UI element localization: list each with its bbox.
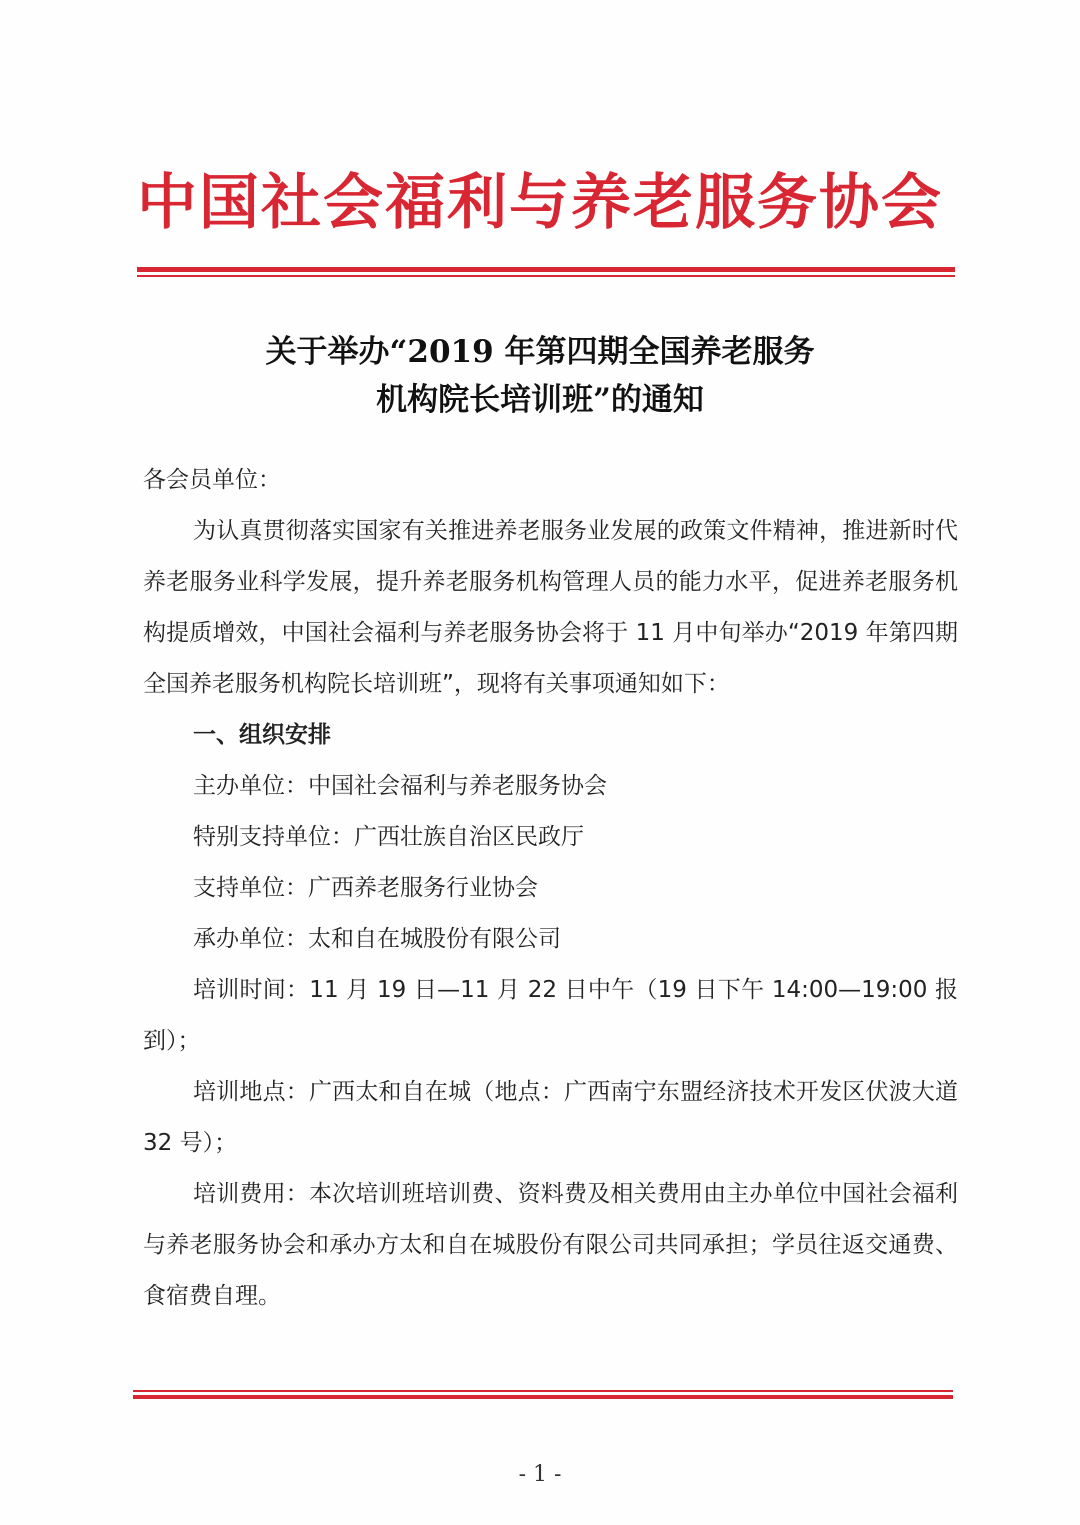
organization-header: 中国社会福利与养老服务协会 <box>137 168 943 238</box>
item-special-support: 特别支持单位：广西壮族自治区民政厅 <box>193 824 584 850</box>
section-heading: 一、组织安排 <box>193 722 331 748</box>
item-organizer: 主办单位：中国社会福利与养老服务协会 <box>193 773 607 799</box>
footer-red-rule <box>133 1390 953 1400</box>
page-number: - 1 - <box>518 1462 562 1487</box>
item-training-location: 培训地点：广西太和自在城（地点：广西南宁东盟经济技术开发区伏波大道 32 号）； <box>143 1079 958 1156</box>
intro-paragraph: 为认真贯彻落实国家有关推进养老服务业发展的政策文件精神，推进新时代养老服务业科学发展，提升养老服务机构管理人员的能力水平，促进养老服务机构提质增效，中国社会福利与养老服务协会将于 11 月中旬举办“2019 年第四期全国养老服务机构院长培训班”，现将有关事项通知如下： <box>143 518 958 697</box>
item-training-fees: 培训费用：本次培训班培训费、资料费及相关费用由主办单位中国社会福利与养老服务协会和承办方太和自在城股份有限公司共同承担；学员往返交通费、食宿费自理。 <box>143 1181 958 1309</box>
notice-body <box>143 455 958 1322</box>
item-support: 支持单位：广西养老服务行业协会 <box>193 875 538 901</box>
footer-rule-thick <box>133 1395 953 1399</box>
footer-rule-thin <box>133 1390 953 1392</box>
header-red-rule <box>137 267 955 278</box>
notice-title-line-2: 机构院长培训班”的通知 <box>376 382 704 418</box>
salutation: 各会员单位： <box>143 467 281 493</box>
item-training-time: 培训时间：11 月 19 日—11 月 22 日中午（19 日下午 14:00—19:00 报到）； <box>143 977 958 1054</box>
header-rule-thin <box>137 275 955 277</box>
notice-title-line-1: 关于举办“2019 年第四期全国养老服务 <box>265 334 815 370</box>
header-rule-thick <box>137 267 955 272</box>
item-host: 承办单位：太和自在城股份有限公司 <box>193 926 561 952</box>
